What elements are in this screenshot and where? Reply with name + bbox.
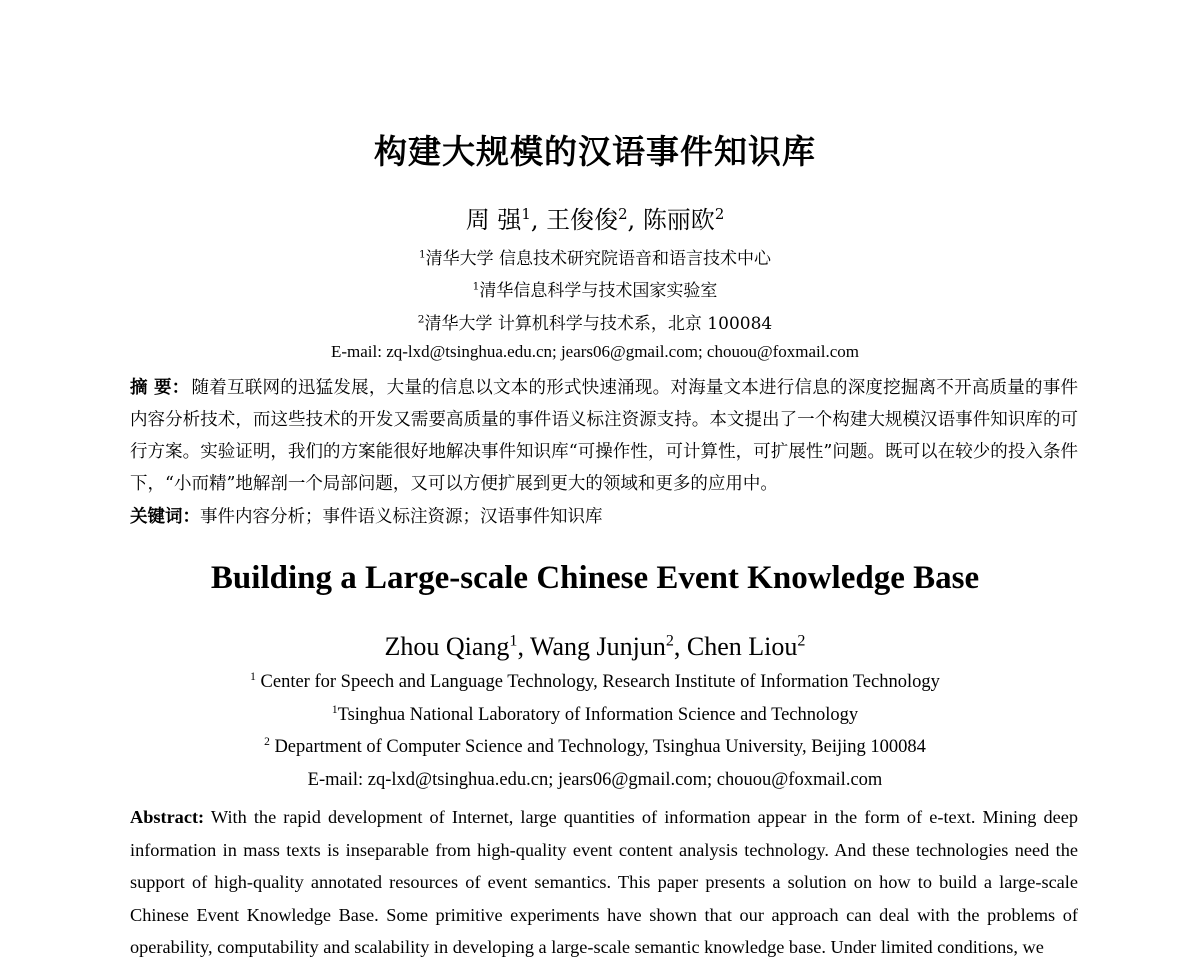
chinese-affiliation: $^1$清华信息科学与技术国家实验室	[472, 280, 718, 301]
english-abstract-text: With the rapid development of Internet, large quantities of information appear in the form of e-text. Mining deep information in mass texts is inseparable from high-quality event content analysis technology. And these technologies need the support of high-quality annotated resources of event semantics. This paper presents a solution on how to build a large-scale Chinese Event Knowledge Base. Some primitive experiments have shown that our approach can deal with the problems of operability, computability and scalability in developing a large-scale semantic knowledge base. Under limited conditions, we	[130, 807, 1078, 957]
chinese-author: 周 强$^1$,	[465, 205, 547, 234]
english-title: Building a Large-scale Chinese Event Knowledge Base	[210, 560, 980, 596]
english-author: Zhou Qiang$^1$,	[384, 632, 531, 661]
chinese-keywords	[130, 503, 603, 528]
chinese-author: 王俊俊$^2$,	[546, 205, 643, 234]
english-email: E-mail: zq-lxd@tsinghua.edu.cn; jears06@gmail.com; chouou@foxmail.com	[307, 770, 883, 790]
english-author-list	[0, 632, 1190, 662]
english-affiliation: $^1$Tsinghua National Laboratory of Information Science and Technology	[331, 703, 859, 725]
chinese-affiliation: $^1$清华大学 信息技术研究院语音和语言技术中心	[418, 248, 772, 269]
chinese-abstract-text: 随着互联网的迅猛发展，大量的信息以文本的形式快速涌现。对海量文本进行信息的深度挖掘离不开高质量的事件内容分析技术，而这些技术的开发又需要高质量的事件语义标注资源支持。本文提出了一个构建大规模汉语事件知识库的可行方案。实验证明，我们的方案能很好地解决事件知识库“可操作性，可计算性，可扩展性”问题。既可以在较少的投入条件下，“小而精”地解剖一个局部问题，又可以方便扩展到更大的领域和更多的应用中。	[130, 378, 1078, 494]
english-affiliation: $^1$ Center for Speech and Language Technology, Research Institute of Information Technology	[250, 670, 940, 692]
chinese-author: 陈丽欧$^2$	[642, 205, 725, 234]
chinese-abstract	[130, 372, 1078, 500]
english-abstract	[130, 801, 1078, 964]
chinese-keywords-label: 关键词：	[130, 507, 200, 527]
english-author: Chen Liou$^2$	[686, 632, 806, 661]
english-abstract-label: Abstract:	[130, 807, 205, 827]
english-author: Wang Junjun$^2$,	[530, 632, 687, 661]
chinese-author-list	[0, 200, 1190, 235]
english-affiliation: $^2$ Department of Computer Science and Technology, Tsinghua University, Beijing 100084	[264, 735, 926, 757]
chinese-email: E-mail: zq-lxd@tsinghua.edu.cn; jears06@gmail.com; chouou@foxmail.com	[330, 342, 860, 361]
chinese-title: 构建大规模的汉语事件知识库	[374, 132, 816, 171]
chinese-affiliation: $^2$清华大学 计算机科学与技术系，北京 100084	[417, 313, 773, 334]
chinese-abstract-label: 摘 要：	[130, 378, 190, 398]
chinese-keywords-text: 事件内容分析；事件语义标注资源；汉语事件知识库	[200, 507, 603, 527]
